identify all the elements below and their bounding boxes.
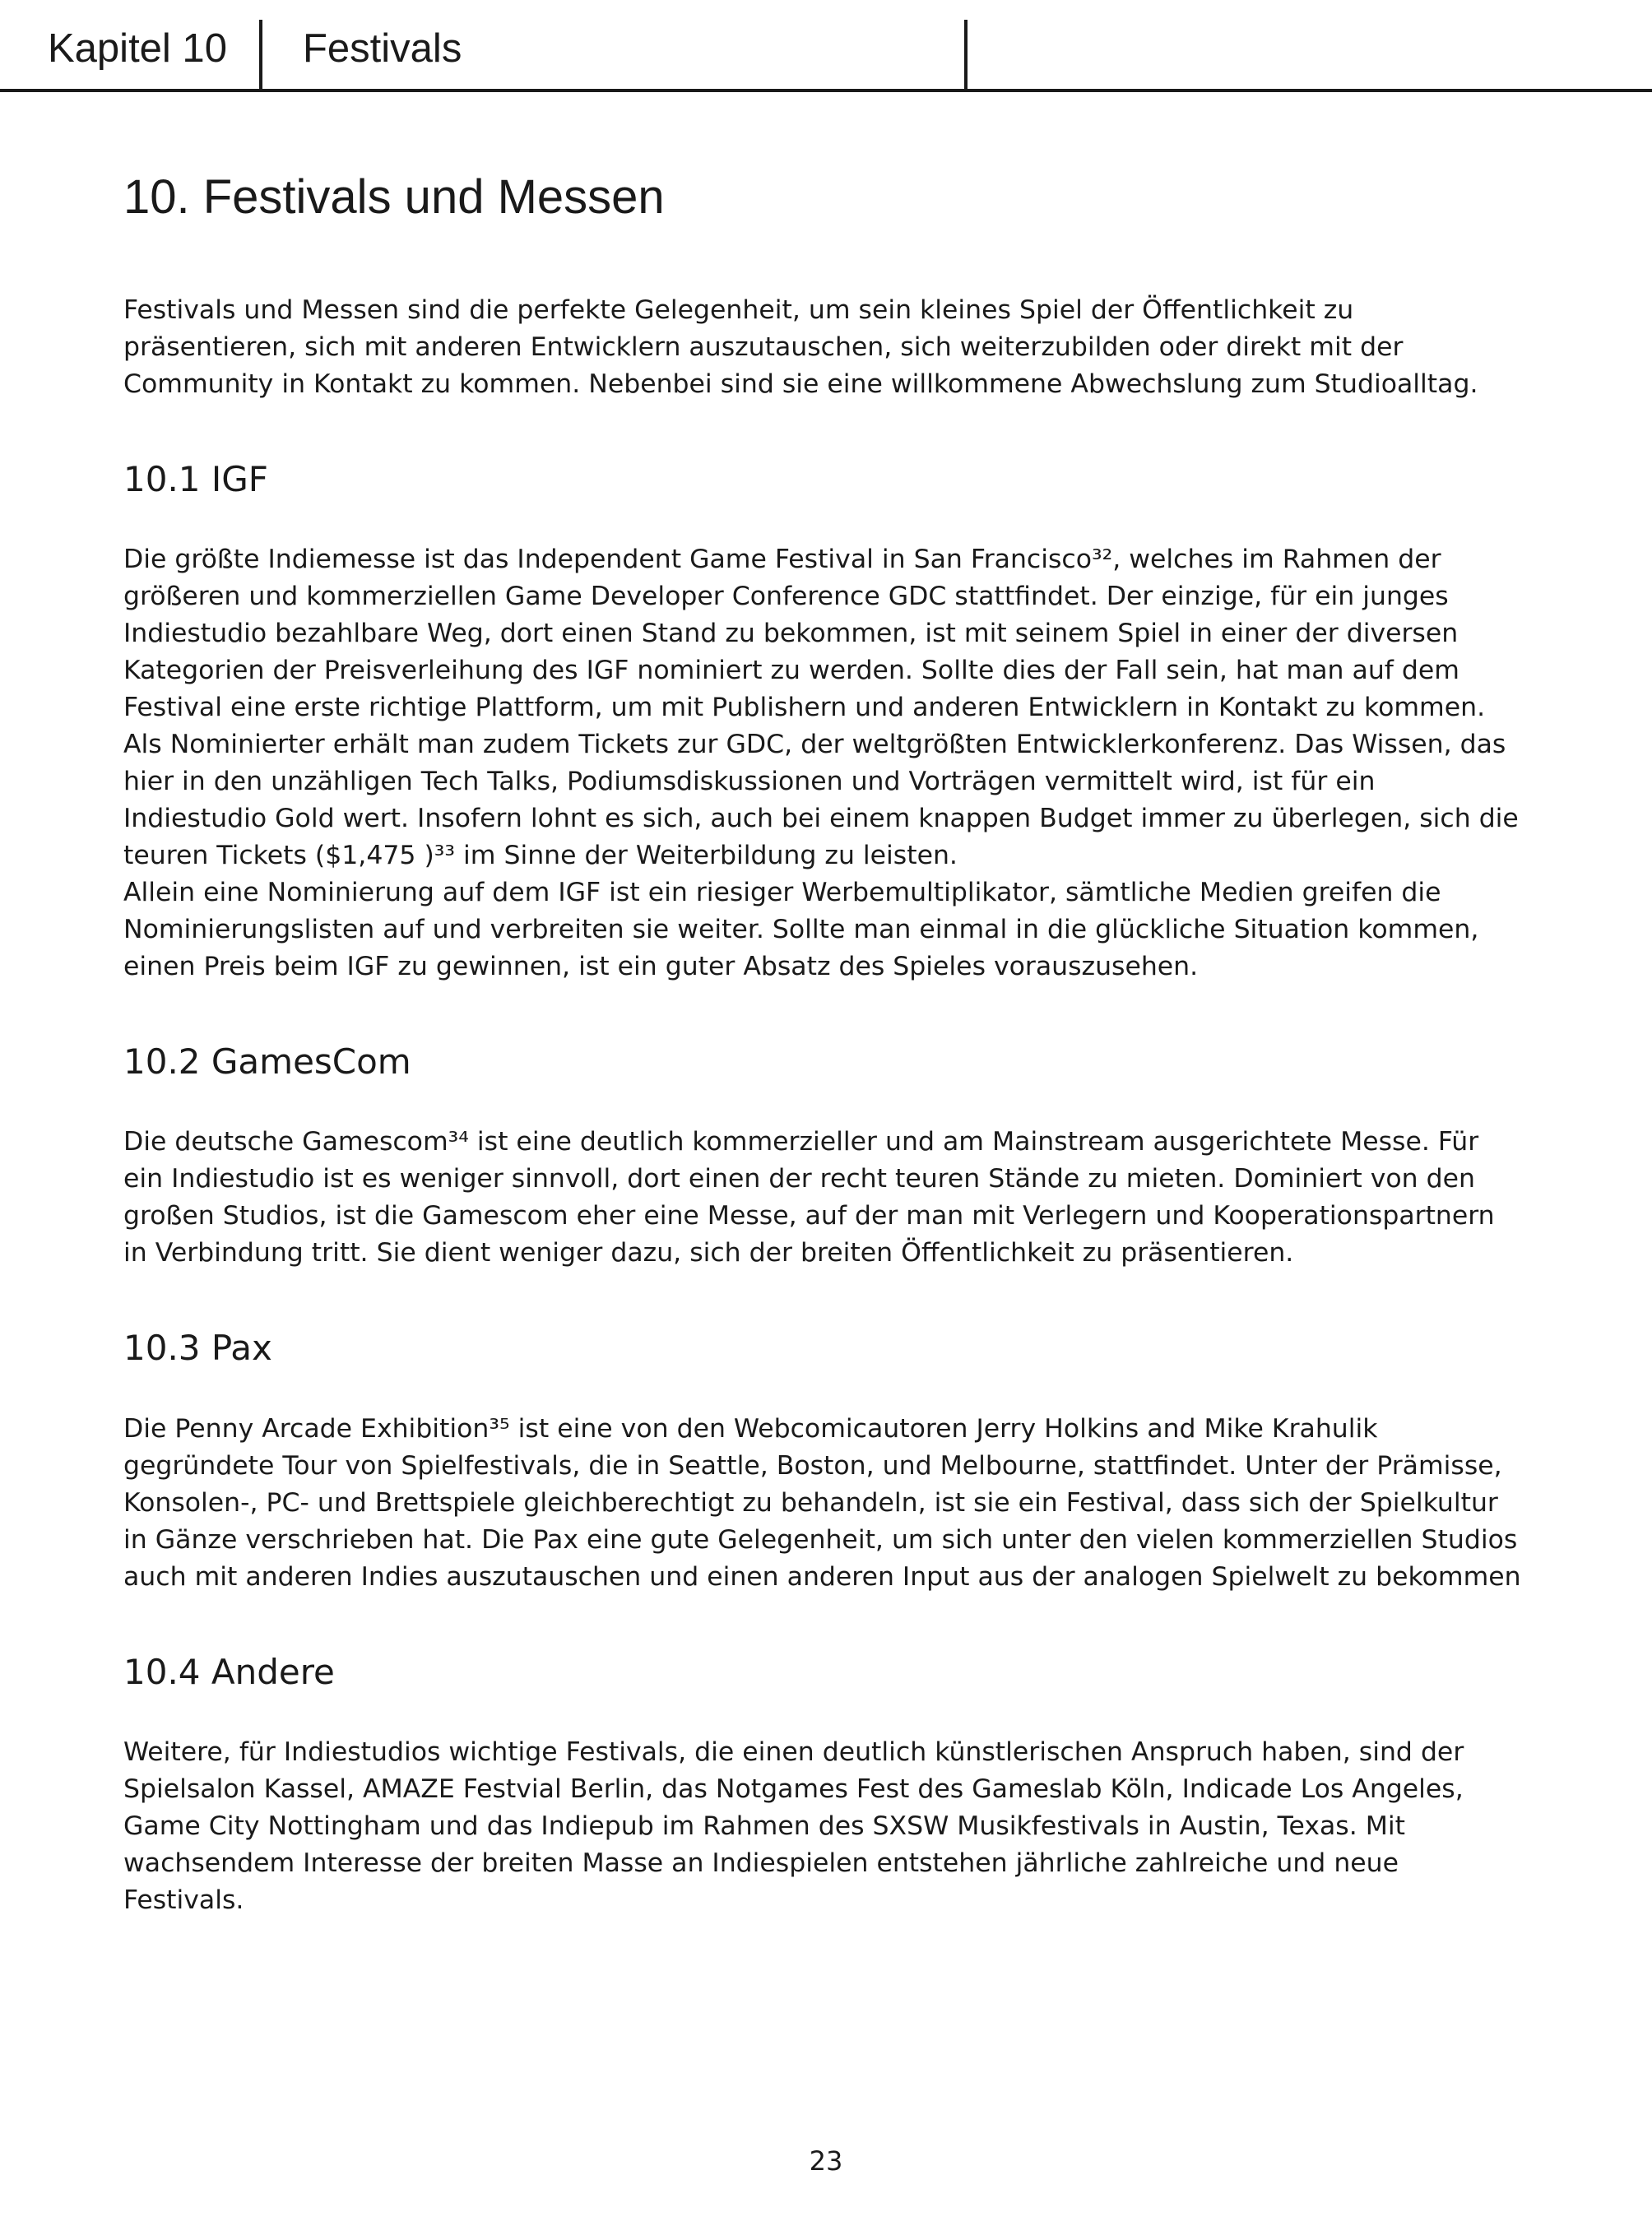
running-header: [0, 0, 1652, 92]
section-heading-pax: 10.3 Pax: [123, 1328, 272, 1369]
header-divider: [964, 20, 968, 90]
header-divider: [259, 20, 262, 90]
page-number: 23: [809, 2145, 843, 2177]
header-rule: [0, 89, 1652, 92]
page-content: [123, 169, 1522, 1919]
chapter-heading: 10. Festivals und Messen: [123, 170, 665, 224]
header-chapter-label: Kapitel 10: [48, 26, 227, 71]
gamescom-paragraph: Die deutsche Gamescom³⁴ ist eine deutlich kommerzieller und am Mainstream ausgerichtete Messe. Für ein Indiestudio ist es weniger sinnvoll, dort einen der recht teuren Stände zu mieten. Dominiert von den großen Studios, ist die Gamescom eher eine Messe, auf der man mit Verlegern und Kooperationspartnern in Verbindung tritt. Sie dient weniger dazu, sich der breiten Öffentlichkeit zu präsentieren.: [123, 1127, 1495, 1268]
igf-paragraph-1: Die größte Indiemesse ist das Independent Game Festival in San Francisco³², welches im Rahmen der größeren und kommerziellen Game Developer Conference GDC stattfindet. Der einzige, für ein junges Indiestudio bezahlbare Weg, dort einen Stand zu bekommen, ist mit seinem Spiel in einer der diversen Kategorien der Preisverleihung des IGF nominiert zu werden. Sollte dies der Fall sein, hat man auf dem Festival eine erste richtige Plattform, um mit Publishern und anderen Entwicklern in Kontakt zu kommen. Als Nominierter erhält man zudem Tickets zur GDC, der weltgrößten Entwicklerkonferenz. Das Wissen, das hier in den unzähligen Tech Talks, Podiumsdiskussionen und Vorträgen vermittelt wird, ist für ein Indiestudio Gold wert. Insofern lohnt es sich, auch bei einem knappen Budget immer zu überlegen, sich die teuren Tickets ($1,475 )³³ im Sinne der Weiterbildung zu leisten.: [123, 544, 1519, 870]
pax-paragraph: Die Penny Arcade Exhibition³⁵ ist eine von den Webcomicautoren Jerry Holkins and Mike Krahulik gegründete Tour von Spielfestivals, die in Seattle, Boston, und Melbourne, stattfindet. Unter der Prämisse, Konsolen-, PC- und Brettspiele gleichberechtigt zu behandeln, ist sie ein Festival, dass sich der Spielkultur in Gänze verschrieben hat. Die Pax eine gute Gelegenheit, um sich unter den vielen kommerziellen Studios auch mit anderen Indies auszutauschen und einen anderen Input aus der analogen Spielwelt zu bekommen: [123, 1413, 1521, 1592]
andere-paragraph: Weitere, für Indiestudios wichtige Festivals, die einen deutlich künstlerischen Anspruch haben, sind der Spielsalon Kassel, AMAZE Festvial Berlin, das Notgames Fest des Gameslab Köln, Indicade Los Angeles, Game City Nottingham und das Indiepub im Rahmen des SXSW Musikfestivals in Austin, Texas. Mit wachsendem Interesse der breiten Masse an Indiespielen entstehen jährliche zahlreiche und neue Festivals.: [123, 1737, 1464, 1916]
intro-paragraph: Festivals und Messen sind die perfekte Gelegenheit, um sein kleines Spiel der Öffentlichkeit zu präsentieren, sich mit anderen Entwicklern auszutauschen, sich weiterzubilden oder direkt mit der Community in Kontakt zu kommen. Nebenbei sind sie eine willkommene Abwechslung zum Studioalltag.: [123, 294, 1478, 399]
section-heading-igf: 10.1 IGF: [123, 458, 268, 499]
section-heading-andere: 10.4 Andere: [123, 1651, 335, 1692]
header-chapter-title: Festivals: [303, 26, 462, 71]
section-heading-gamescom: 10.2 GamesCom: [123, 1041, 411, 1082]
igf-paragraph-2: Allein eine Nominierung auf dem IGF ist ein riesiger Werbemultiplikator, sämtliche Medien greifen die Nominierungslisten auf und verbreiten sie weiter. Sollte man einmal in die glückliche Situation kommen, einen Preis beim IGF zu gewinnen, ist ein guter Absatz des Spieles vorauszusehen.: [123, 877, 1479, 981]
